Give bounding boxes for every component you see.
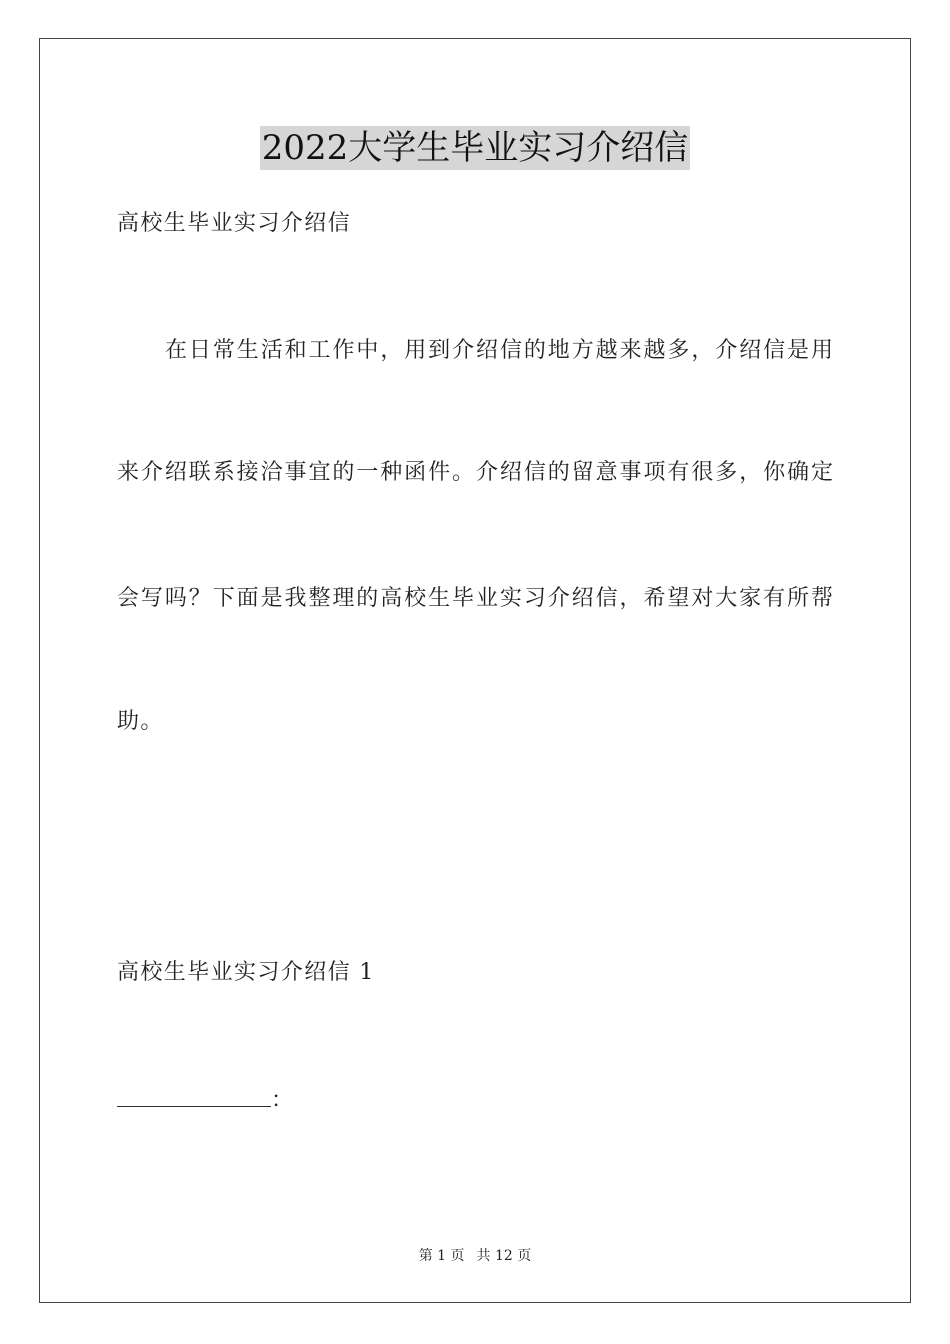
paragraph-line-3: 会写吗？下面是我整理的高校生毕业实习介绍信，希望对大家有所帮 <box>117 586 833 611</box>
paragraph-line-1: 在日常生活和工作中，用到介绍信的地方越来越多，介绍信是用 <box>165 338 833 363</box>
paragraph-line-2: 来介绍联系接洽事宜的一种函件。介绍信的留意事项有很多，你确定 <box>117 460 833 485</box>
salutation-colon: ： <box>271 1088 294 1113</box>
page-footer <box>0 1246 950 1266</box>
salutation-line <box>117 1086 293 1116</box>
section-heading: 高校生毕业实习介绍信 1 <box>117 960 375 985</box>
document-subtitle: 高校生毕业实习介绍信 <box>117 211 352 236</box>
page-number-total: 共 12 页 <box>476 1248 532 1264</box>
document-title: 2022大学生毕业实习介绍信 <box>261 128 689 168</box>
title-container <box>0 126 950 170</box>
page-number-current: 第 1 页 <box>418 1248 465 1264</box>
recipient-blank <box>117 1086 271 1107</box>
paragraph-line-4: 助。 <box>117 709 164 734</box>
